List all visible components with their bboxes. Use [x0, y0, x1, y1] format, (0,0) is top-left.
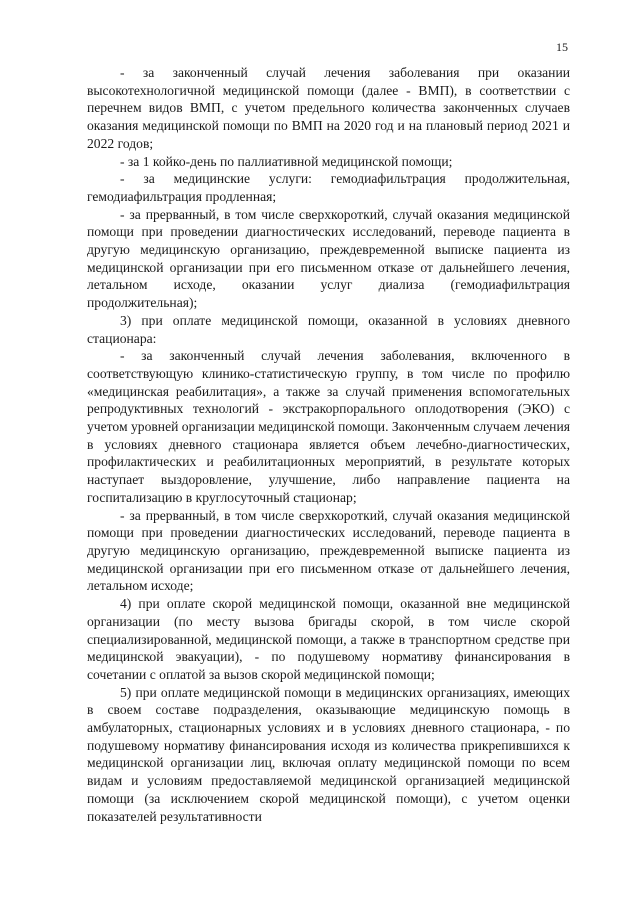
paragraph-hemodiafiltration-services: - за медицинские услуги: гемодиафильтрация продолжительная, гемодиафильтрация продленная;	[87, 171, 570, 204]
paragraph-emergency-care: 4) при оплате скорой медицинской помощи, оказанной вне медицинской организации (по месту вызова бригады скорой, в том числе скорой специализированной, медицинской помощи, а также в транспортном средстве при медицинской эвакуации), - по подушевому нормативу финансирования в сочетании с оплатой за вызов скорой медицинской помощи;	[87, 596, 570, 682]
page-number: 15	[556, 40, 568, 54]
paragraph-vmp-case: - за законченный случай лечения заболевания при оказании высокотехнологичной медицинской помощи (далее - ВМП), в соответствии с перечнем видов ВМП, с учетом предельного количества законченных случаев оказания медицинской помощи по ВМП на 2020 год и на плановый период 2021 и 2022 годов;	[87, 65, 570, 151]
paragraph-palliative-bed-day: - за 1 койко-день по паллиативной медицинской помощи;	[120, 153, 453, 169]
paragraph-day-hospital-interrupted-case: - за прерванный, в том числе сверхкороткий, случай оказания медицинской помощи при проведении диагностических исследований, переводе пациента в другую медицинскую организацию, преждевременной выписке пациента из медицинской организации при его письменном отказе от дальнейшего лечения, летальном исходе;	[87, 507, 570, 594]
paragraph-day-hospital-completed-case: - за законченный случай лечения заболевания, включенного в соответствующую клинико-статистическую группу, в том числе по профилю «медицинская реабилитация», а также за случай применения вспомогательных репродуктивных технологий - экстракорпорального оплодотворения (ЭКО) с учетом уровней организации медицинской помощи. Законченным случаем лечения в условиях дневного стационара является объем лечебно-диагностических, профилактических и реабилитационных мероприятий, в результате которых наступает выздоровление, улучшение, либо направление пациента на госпитализацию в круглосуточный стационар;	[87, 348, 570, 505]
document-body	[87, 64, 570, 825]
paragraph-interrupted-case: - за прерванный, в том числе сверхкороткий, случай оказания медицинской помощи при проведении диагностических исследований, переводе пациента в другую медицинскую организацию, преждевременной выписке пациента из медицинской организации при его письменном отказе от дальнейшего лечения, летальном исходе, оказании услуг диализа (гемодиафильтрация продолжительная);	[87, 206, 570, 311]
paragraph-per-capita-financing: 5) при оплате медицинской помощи в медицинских организациях, имеющих в своем составе подразделения, оказывающие медицинскую помощь в амбулаторных, стационарных условиях и в условиях дневного стационара, - по подушевому нормативу финансирования исходя из количества прикрепившихся к медицинской организации лиц, включая оплату медицинской помощи по всем видам и условиям предоставляемой медицинской организацией медицинской помощи (за исключением скорой медицинской помощи), с учетом оценки показателей результативности	[87, 684, 570, 824]
paragraph-day-hospital-heading: 3) при оплате медицинской помощи, оказанной в условиях дневного стационара:	[87, 312, 570, 346]
